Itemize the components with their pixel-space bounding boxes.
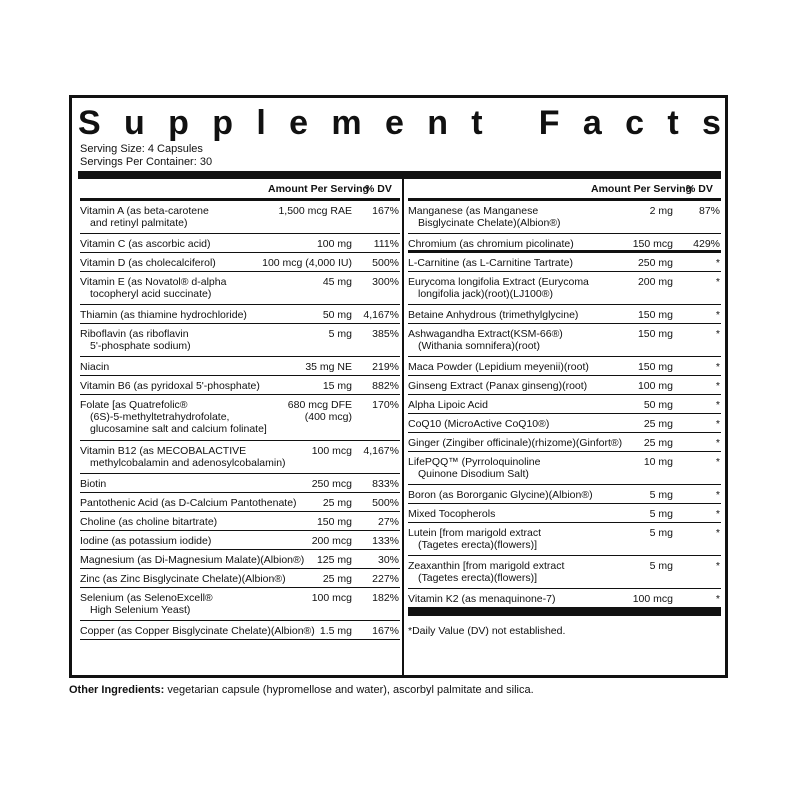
daily-value-percent: 4,167%: [363, 309, 399, 321]
daily-value-percent: 882%: [372, 380, 399, 392]
nutrient-row: [80, 395, 400, 441]
column-divider: [402, 171, 404, 675]
nutrient-name-line: (Tagetes erecta)(flowers)]: [418, 572, 538, 584]
daily-value-percent: 429%: [693, 238, 720, 250]
amount-line: 250 mg: [637, 257, 673, 269]
amount-per-serving: [250, 516, 352, 528]
amount-line: 25 mg: [643, 437, 673, 449]
nutrient-row: [80, 324, 400, 357]
daily-value-percent: 30%: [377, 554, 399, 566]
nutrient-row: [408, 234, 721, 253]
nutrient-name-line: Magnesium (as Di-Magnesium Malate)(Albion®): [80, 554, 305, 566]
nutrient-name-line: Iodine (as potassium iodide): [80, 535, 212, 547]
nutrient-row: [80, 305, 400, 324]
nutrient-row: [408, 357, 721, 376]
nutrient-row: [408, 433, 721, 452]
daily-value-percent: 219%: [372, 361, 399, 373]
serving-size: Serving Size: 4 Capsules: [80, 143, 203, 155]
nutrient-name-line: Vitamin B12 (as MECOBALACTIVE: [80, 445, 247, 457]
amount-per-serving: [250, 276, 352, 288]
panel-title-letter: p: [212, 104, 234, 142]
amount-line: 125 mg: [316, 554, 352, 566]
amount-line: 5 mg: [328, 328, 352, 340]
nutrient-name-line: methylcobalamin and adenosylcobalamin): [90, 457, 286, 469]
panel-title-letter: m: [331, 104, 362, 142]
nutrient-name-line: and retinyl palmitate): [90, 217, 188, 229]
amount-per-serving: [250, 328, 352, 340]
daily-value-percent: 500%: [372, 257, 399, 269]
nutrient-row: [80, 569, 400, 588]
amount-per-serving: [578, 238, 673, 250]
nutrient-name: [80, 276, 275, 300]
daily-value-percent: *: [715, 418, 720, 430]
nutrient-name-line: (Withania somnifera)(root): [418, 340, 540, 352]
nutrient-row: [80, 493, 400, 512]
amount-per-serving: [578, 489, 673, 501]
amount-line: 100 mcg: [632, 593, 673, 605]
nutrient-rows-left: [80, 201, 400, 640]
nutrient-row: [80, 512, 400, 531]
nutrient-name-line: Chromium (as chromium picolinate): [408, 238, 574, 250]
amount-line: 5 mg: [649, 560, 673, 572]
nutrient-row: [80, 441, 400, 474]
amount-per-serving: [250, 625, 352, 637]
amount-per-serving: [578, 205, 673, 217]
daily-value-percent: *: [715, 456, 720, 468]
nutrient-name: [80, 535, 275, 547]
nutrient-row: [408, 272, 721, 305]
nutrient-name-line: Eurycoma longifolia Extract (Eurycoma: [408, 276, 589, 288]
amount-per-serving: [250, 497, 352, 509]
daily-value-percent: *: [715, 508, 720, 520]
panel-title-letter: S: [78, 104, 101, 142]
nutrient-row: [80, 550, 400, 569]
panel-title-letter: a: [582, 104, 602, 142]
nutrient-name-line: Riboflavin (as riboflavin: [80, 328, 189, 340]
nutrient-name-line: Zinc (as Zinc Bisglycinate Chelate)(Albion®): [80, 573, 286, 585]
nutrient-row: [80, 272, 400, 305]
amount-per-serving: [578, 593, 673, 605]
amount-per-serving: [250, 399, 352, 423]
panel-title-letter: F: [538, 104, 560, 142]
daily-value-percent: *: [715, 361, 720, 373]
nutrient-name: [80, 399, 275, 435]
daily-value-percent: *: [715, 527, 720, 539]
amount-per-serving-header: Amount Per Serving: [268, 183, 369, 195]
panel-title-letter: t: [471, 104, 483, 142]
amount-per-serving: [250, 257, 352, 269]
other-ingredients-label: Other Ingredients:: [69, 684, 165, 696]
nutrient-name-line: Biotin: [80, 478, 107, 490]
amount-line: 35 mg NE: [305, 361, 352, 373]
nutrient-name: [80, 478, 275, 490]
amount-per-serving: [250, 573, 352, 585]
nutrient-name-line: Folate [as Quatrefolic®: [80, 399, 188, 411]
nutrient-name-line: High Selenium Yeast): [90, 604, 191, 616]
amount-per-serving: [250, 478, 352, 490]
amount-per-serving: [250, 205, 352, 217]
amount-per-serving: [250, 238, 352, 250]
nutrient-name-line: Thiamin (as thiamine hydrochloride): [80, 309, 247, 321]
nutrient-name-line: Zeaxanthin [from marigold extract: [408, 560, 565, 572]
nutrient-row: [80, 253, 400, 272]
amount-per-serving: [578, 276, 673, 288]
amount-per-serving: [250, 380, 352, 392]
nutrient-name-line: Vitamin A (as beta-carotene: [80, 205, 209, 217]
daily-value-percent: *: [715, 257, 720, 269]
amount-line: 680 mcg DFE: [287, 399, 352, 411]
nutrient-row: [80, 531, 400, 550]
amount-line: 200 mcg: [311, 535, 352, 547]
nutrient-name: [80, 592, 275, 616]
panel-title-letter: l: [256, 104, 266, 142]
nutrient-name-line: Niacin: [80, 361, 110, 373]
amount-line: 150 mg: [637, 328, 673, 340]
nutrient-name-line: Vitamin K2 (as menaquinone-7): [408, 593, 556, 605]
nutrient-name-line: Lutein [from marigold extract: [408, 527, 542, 539]
amount-line: 10 mg: [643, 456, 673, 468]
amount-per-serving: [578, 309, 673, 321]
daily-value-percent: 87%: [698, 205, 720, 217]
daily-value-percent: *: [715, 399, 720, 411]
nutrient-name: [80, 445, 286, 469]
nutrient-name: [80, 625, 315, 637]
nutrient-name-line: Ginseng Extract (Panax ginseng)(root): [408, 380, 588, 392]
daily-value-percent: 182%: [372, 592, 399, 604]
nutrient-name-line: tocopheryl acid succinate): [90, 288, 212, 300]
daily-value-percent: *: [715, 560, 720, 572]
daily-value-percent: 227%: [372, 573, 399, 585]
nutrient-row: [80, 234, 400, 253]
nutrient-name-line: Copper (as Copper Bisglycinate Chelate)(Albion®): [80, 625, 315, 637]
nutrient-name: [80, 380, 275, 392]
panel-title-letter: p: [168, 104, 189, 142]
daily-value-percent: 500%: [372, 497, 399, 509]
nutrient-row: [408, 376, 721, 395]
nutrient-row: [80, 357, 400, 376]
amount-line: 2 mg: [649, 205, 673, 217]
column-header: [408, 179, 721, 201]
amount-line: 100 mg: [637, 380, 673, 392]
nutrient-name: [80, 328, 275, 352]
amount-line: 100 mcg: [311, 445, 352, 457]
nutrient-name: [80, 516, 275, 528]
amount-line: (400 mcg): [304, 411, 352, 423]
amount-line: 5 mg: [649, 489, 673, 501]
right-column-end-bar: [408, 608, 721, 616]
dv-header: % DV: [365, 183, 392, 195]
nutrient-name-line: Alpha Lipoic Acid: [408, 399, 488, 411]
amount-line: 150 mg: [637, 361, 673, 373]
daily-value-percent: *: [715, 328, 720, 340]
panel-title-letter: t: [667, 104, 679, 142]
daily-value-percent: 27%: [377, 516, 399, 528]
nutrient-name: [80, 205, 275, 229]
nutrient-row: [408, 556, 721, 589]
panel-title-letter: n: [427, 104, 448, 142]
nutrient-row: [408, 414, 721, 433]
nutrient-row: [80, 474, 400, 493]
header-divider-bar: [78, 171, 721, 179]
nutrient-name: [80, 257, 275, 269]
amount-per-serving: [250, 445, 352, 457]
nutrient-name-line: L-Carnitine (as L-Carnitine Tartrate): [408, 257, 573, 269]
nutrient-name-line: Vitamin D (as cholecalciferol): [80, 257, 216, 269]
dv-header: % DV: [686, 183, 713, 195]
amount-per-serving: [578, 361, 673, 373]
panel-title-letter: c: [625, 104, 645, 142]
nutrient-name-line: glucosamine salt and calcium folinate]: [90, 423, 267, 435]
nutrient-name-line: (6S)-5-methyltetrahydrofolate,: [90, 411, 230, 423]
daily-value-percent: 167%: [372, 205, 399, 217]
amount-line: 150 mg: [316, 516, 352, 528]
amount-per-serving: [250, 535, 352, 547]
amount-line: 100 mcg: [311, 592, 352, 604]
panel-title-letter: [506, 104, 515, 142]
daily-value-percent: 4,167%: [363, 445, 399, 457]
amount-per-serving: [578, 560, 673, 572]
nutrient-row: [408, 452, 721, 485]
daily-value-footnote: *Daily Value (DV) not established.: [408, 625, 566, 637]
nutrient-row: [408, 324, 721, 357]
panel-title: [78, 104, 721, 142]
nutrient-name-line: Mixed Tocopherols: [408, 508, 496, 520]
nutrient-column-right: [408, 179, 721, 637]
panel-title-letter: s: [702, 104, 721, 142]
amount-per-serving: [250, 592, 352, 604]
supplement-facts-panel: [69, 95, 728, 678]
amount-per-serving: [250, 361, 352, 373]
nutrient-row: [408, 504, 721, 523]
column-header: [80, 179, 400, 201]
amount-line: 5 mg: [649, 508, 673, 520]
nutrient-name: [80, 573, 286, 585]
amount-per-serving: [578, 257, 673, 269]
amount-per-serving: [250, 309, 352, 321]
nutrient-name: [80, 497, 297, 509]
daily-value-percent: *: [715, 437, 720, 449]
nutrient-name-line: Choline (as choline bitartrate): [80, 516, 218, 528]
nutrient-name: [80, 361, 275, 373]
nutrient-name-line: Boron (as Bororganic Glycine)(Albion®): [408, 489, 593, 501]
amount-per-serving: [578, 380, 673, 392]
daily-value-percent: 170%: [372, 399, 399, 411]
amount-per-serving: [578, 437, 673, 449]
amount-line: 150 mg: [637, 309, 673, 321]
daily-value-percent: 300%: [372, 276, 399, 288]
other-ingredients-text: vegetarian capsule (hypromellose and water), ascorbyl palmitate and silica.: [167, 684, 534, 696]
nutrient-row: [408, 201, 721, 234]
servings-per-container: Servings Per Container: 30: [80, 156, 213, 168]
amount-per-serving: [578, 456, 673, 468]
nutrient-name-line: Vitamin B6 (as pyridoxal 5'-phosphate): [80, 380, 260, 392]
amount-line: 50 mg: [322, 309, 352, 321]
amount-line: 200 mg: [637, 276, 673, 288]
nutrient-name-line: 5'-phosphate sodium): [90, 340, 191, 352]
nutrient-name-line: Manganese (as Manganese: [408, 205, 539, 217]
nutrient-rows-right: [408, 201, 721, 608]
nutrient-name-line: Bisglycinate Chelate)(Albion®): [418, 217, 561, 229]
amount-per-serving: [578, 328, 673, 340]
amount-line: 25 mg: [643, 418, 673, 430]
amount-line: 100 mcg (4,000 IU): [262, 257, 352, 269]
nutrient-row: [408, 485, 721, 504]
nutrient-column-left: [80, 179, 400, 640]
daily-value-percent: *: [715, 593, 720, 605]
nutrient-row: [408, 395, 721, 414]
nutrient-name-line: CoQ10 (MicroActive CoQ10®): [408, 418, 550, 430]
amount-line: 150 mcg: [632, 238, 673, 250]
daily-value-percent: 167%: [372, 625, 399, 637]
other-ingredients: [69, 684, 534, 696]
daily-value-percent: *: [715, 489, 720, 501]
daily-value-percent: 111%: [373, 238, 399, 250]
nutrient-row: [408, 305, 721, 324]
nutrient-name-line: Ashwagandha Extract(KSM-66®): [408, 328, 563, 340]
amount-line: 5 mg: [649, 527, 673, 539]
daily-value-percent: 833%: [372, 478, 399, 490]
nutrient-name-line: longifolia jack)(root)(LJ100®): [418, 288, 553, 300]
nutrient-name: [80, 554, 305, 566]
panel-title-letter: e: [384, 104, 404, 142]
panel-title-letter: u: [124, 104, 145, 142]
nutrient-name: [80, 309, 275, 321]
amount-line: 25 mg: [322, 573, 352, 585]
nutrient-name-line: Vitamin C (as ascorbic acid): [80, 238, 211, 250]
nutrient-row: [80, 376, 400, 395]
amount-line: 50 mg: [643, 399, 673, 411]
amount-per-serving: [578, 418, 673, 430]
nutrient-name-line: Selenium (as SelenoExcell®: [80, 592, 213, 604]
daily-value-percent: *: [715, 309, 720, 321]
daily-value-percent: 385%: [372, 328, 399, 340]
amount-line: 45 mg: [322, 276, 352, 288]
amount-line: 1.5 mg: [319, 625, 352, 637]
nutrient-name-line: Betaine Anhydrous (trimethylglycine): [408, 309, 579, 321]
amount-per-serving: [578, 399, 673, 411]
nutrient-row: [80, 201, 400, 234]
amount-line: 15 mg: [322, 380, 352, 392]
amount-per-serving: [578, 527, 673, 539]
nutrient-row: [80, 621, 400, 640]
daily-value-percent: *: [715, 380, 720, 392]
nutrient-name-line: Maca Powder (Lepidium meyenii)(root): [408, 361, 589, 373]
nutrient-row: [408, 253, 721, 272]
nutrient-name-line: Ginger (Zingiber officinale)(rhizome)(Ginfort®): [408, 437, 623, 449]
nutrient-name-line: Vitamin E (as Novatol® d-alpha: [80, 276, 227, 288]
amount-per-serving-header: Amount Per Serving: [591, 183, 692, 195]
amount-line: 100 mg: [316, 238, 352, 250]
nutrient-name-line: (Tagetes erecta)(flowers)]: [418, 539, 538, 551]
amount-per-serving: [578, 508, 673, 520]
nutrient-row: [408, 589, 721, 608]
nutrient-name-line: Pantothenic Acid (as D-Calcium Pantothenate): [80, 497, 297, 509]
panel-title-letter: e: [289, 104, 309, 142]
amount-line: 1,500 mcg RAE: [278, 205, 352, 217]
daily-value-percent: 133%: [372, 535, 399, 547]
daily-value-percent: *: [715, 276, 720, 288]
amount-line: 25 mg: [322, 497, 352, 509]
nutrient-row: [408, 523, 721, 556]
nutrient-name-line: Quinone Disodium Salt): [418, 468, 529, 480]
amount-line: 250 mcg: [311, 478, 352, 490]
nutrient-row: [80, 588, 400, 621]
nutrient-name-line: LifePQQ™ (Pyrroloquinoline: [408, 456, 541, 468]
amount-per-serving: [250, 554, 352, 566]
nutrient-name: [80, 238, 275, 250]
